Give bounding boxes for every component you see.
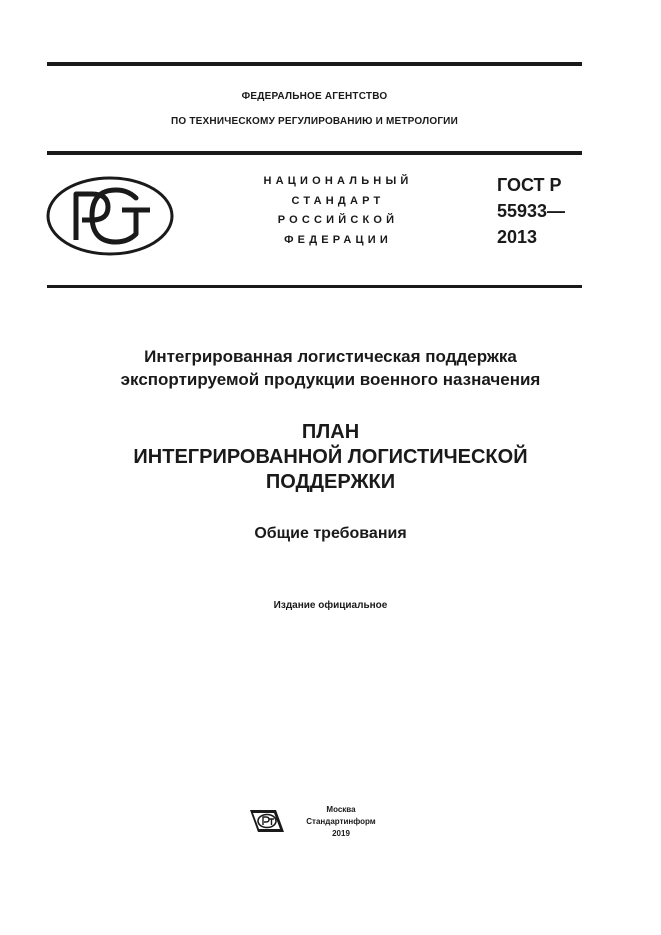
middle-rule bbox=[47, 151, 582, 155]
rst-certification-mark-icon bbox=[46, 176, 174, 256]
gost-line: 55933— bbox=[497, 201, 566, 221]
gost-line: 2013 bbox=[497, 227, 538, 247]
national-line: СТАНДАРТ bbox=[291, 194, 385, 207]
subtitle-line: Интегрированная логистическая поддержка bbox=[144, 347, 517, 366]
national-line: РОССИЙСКОЙ bbox=[277, 214, 399, 226]
publisher-city: Москва bbox=[326, 805, 356, 814]
title-line: ИНТЕГРИРОВАННОЙ ЛОГИСТИЧЕСКОЙ bbox=[133, 446, 528, 468]
publication-year: 2019 bbox=[332, 829, 350, 838]
national-standard-label bbox=[238, 172, 438, 250]
official-edition-note: Издание официальное bbox=[273, 600, 388, 611]
general-requirements-heading: Общие требования bbox=[254, 525, 407, 542]
title-line: ПЛАН bbox=[301, 421, 360, 443]
publisher-name: Стандартинформ bbox=[306, 817, 376, 826]
document-subtitle bbox=[47, 345, 614, 391]
gost-line: ГОСТ Р bbox=[497, 175, 562, 195]
standartinform-logo-icon bbox=[248, 806, 286, 836]
national-line: ФЕДЕРАЦИИ bbox=[284, 233, 392, 246]
subtitle-line: экспортируемой продукции военного назначения bbox=[120, 370, 541, 389]
top-rule bbox=[47, 62, 582, 66]
gost-designation bbox=[497, 172, 565, 250]
document-title bbox=[47, 420, 614, 495]
national-line: НАЦИОНАЛЬНЫЙ bbox=[263, 175, 413, 187]
agency-name-line-2: ПО ТЕХНИЧЕСКОМУ РЕГУЛИРОВАНИЮ И МЕТРОЛОГИИ bbox=[171, 116, 458, 127]
publisher-imprint bbox=[296, 804, 386, 840]
bottom-rule bbox=[47, 285, 582, 288]
agency-name-line-1: ФЕДЕРАЛЬНОЕ АГЕНТСТВО bbox=[241, 91, 388, 102]
title-line: ПОДДЕРЖКИ bbox=[265, 471, 396, 493]
